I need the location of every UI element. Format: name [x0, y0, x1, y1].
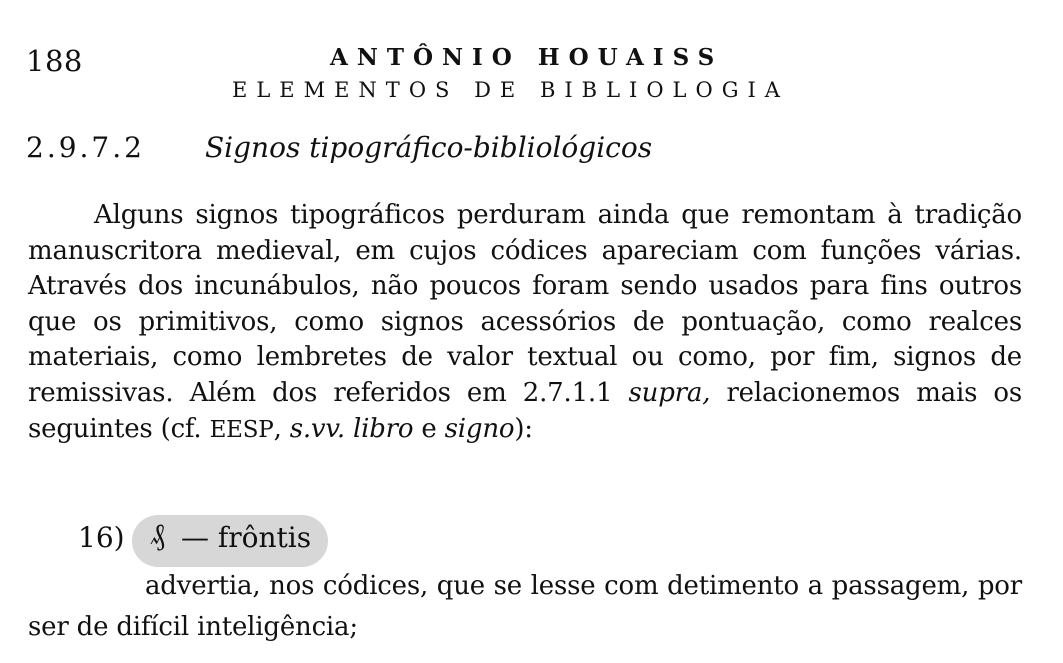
section-title: Signos tipográfico-bibliológicos — [205, 131, 653, 164]
paragraph-text: e — [413, 413, 445, 444]
running-header-author: ANTÔNIO HOUAISS — [330, 44, 724, 71]
running-header-title: ELEMENTOS DE BIBLIOLOGIA — [232, 78, 789, 102]
body-paragraph — [28, 198, 1022, 448]
term-svv: s.vv. — [289, 413, 345, 444]
section-number: 2.9.7.2 — [26, 131, 145, 164]
item-label: — frôntis — [181, 521, 312, 554]
abbreviation-eesp: EESP — [209, 416, 274, 443]
term-libro: libro — [352, 413, 414, 444]
paragraph-text — [345, 414, 353, 444]
paragraph-text: , — [273, 413, 290, 444]
term-supra: supra, — [628, 377, 711, 408]
frontis-sign-icon: ₰ — [150, 517, 165, 552]
item-description: advertia, nos códices, que se lesse com detimento a passagem, por ser de difícil inteligência; — [28, 571, 1022, 642]
paragraph-text: ): — [514, 413, 533, 444]
page-number: 188 — [26, 44, 83, 78]
paragraph-text: relacionemos mais os seguintes (cf. — [28, 377, 1022, 444]
item-number: 16) — [78, 521, 125, 554]
term-signo: signo — [444, 413, 515, 444]
paragraph-text: Alguns signos tipográficos perduram ainda que remontam à tradição manuscritora medieval, em cujos códices apareciam com funções várias. Através dos incunábulos, não poucos foram sendo usados para fins outros que os primitivos, como signos acessórios de pontuação, como realces materiais, como lembretes de valor textual ou como, por fim, signos de remissivas. Além dos referidos em 2.7.1.1 — [28, 200, 1022, 408]
